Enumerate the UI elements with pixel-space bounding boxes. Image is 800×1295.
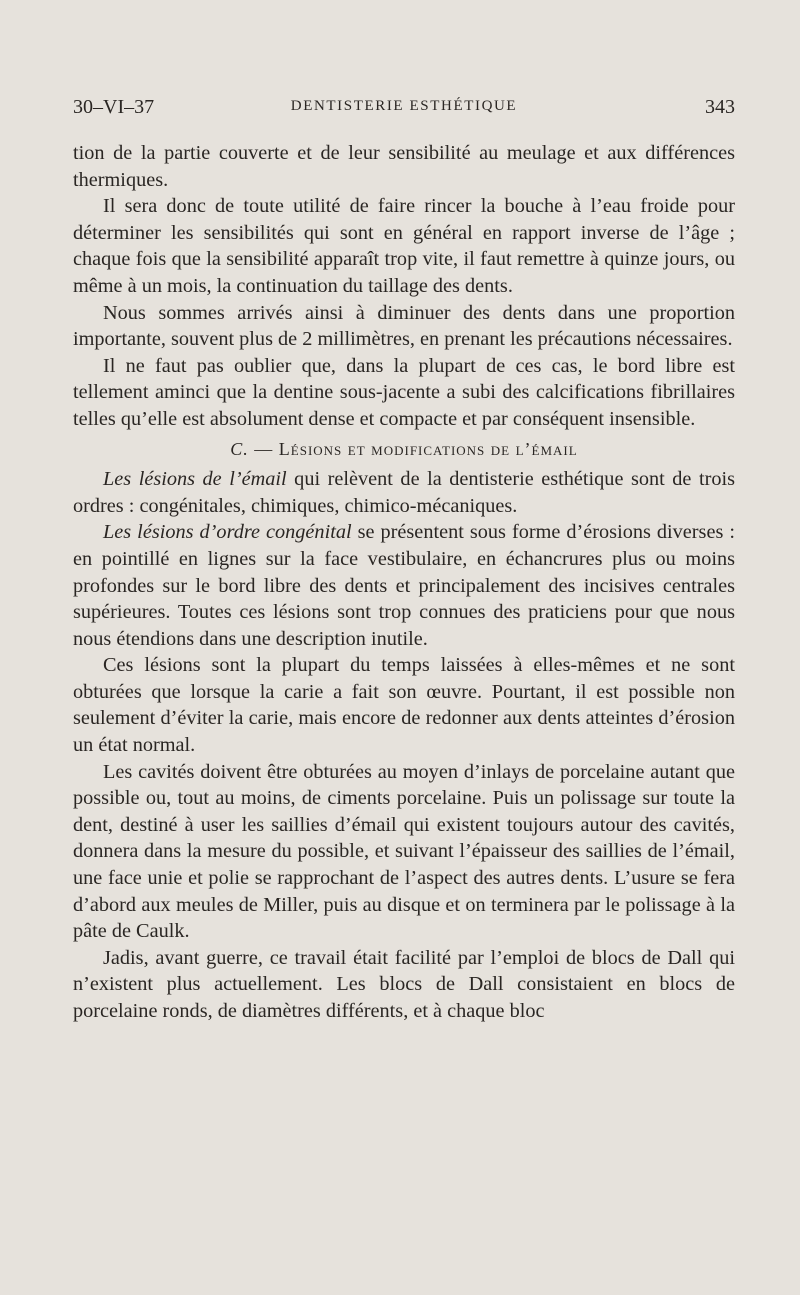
paragraph bbox=[73, 466, 735, 519]
italic-lead: Les lésions d’ordre congénital bbox=[103, 521, 352, 544]
section-heading bbox=[73, 436, 735, 463]
section-letter: C. bbox=[230, 438, 249, 459]
paragraph: Il sera donc de toute utilité de faire rincer la bouche à l’eau froide pour déterminer les sensibilités qui sont en général en rapport inverse de l’âge ; chaque fois que la sensibilité apparaît trop vite, il faut remettre à quinze jours, ou même à un mois, la continuation du taillage des dents. bbox=[73, 195, 735, 297]
paragraph: Ces lésions sont la plupart du temps laissées à elles-mêmes et ne sont obturées que lorsque la carie a fait son œuvre. Pourtant, il est possible non seulement d’éviter la carie, mais encore de redonner aux dents atteintes d’érosion un état normal. bbox=[73, 654, 735, 757]
section-title: Lésions et modifications de l’émail bbox=[278, 438, 578, 459]
header-date: 30–VI–37 bbox=[73, 96, 155, 118]
section-dash: — bbox=[254, 438, 274, 459]
paragraph-text: se présentent sous forme d’érosions diverses : en pointillé en lignes sur la face vestibulaire, en échancrures plus ou moins profondes sur le bord libre des dents et principalement des incisives centrales supérieures. Toutes ces lésions sont trop connues des praticiens pour que nous nous étendions dans une description inutile. bbox=[73, 521, 735, 650]
paragraph-continuation: tion de la partie couverte et de leur sensibilité au meulage et aux différences thermiques. bbox=[73, 142, 735, 191]
paragraph bbox=[73, 519, 735, 652]
paragraph: Les cavités doivent être obturées au moyen d’inlays de porcelaine autant que possible ou, tout au moins, de ciments porcelaine. Puis un polissage sur toute la dent, destiné à user les saillies d’émail qui existent toujours autour des cavités, donnera dans la mesure du possible, et suivant l’épaisseur des saillies de l’émail, une face unie et polie se rapprochant de l’aspect des autres dents. L’usure se fera d’abord aux meules de Miller, puis au disque et on terminera par le polissage à la pâte de Caulk. bbox=[73, 760, 735, 943]
paragraph: Il ne faut pas oublier que, dans la plupart de ces cas, le bord libre est tellement aminci que la dentine sous-jacente a subi des calcifications fibrillaires telles qu’elle est absolument dense et compacte et par conséquent insensible. bbox=[73, 354, 735, 430]
page-body bbox=[73, 140, 735, 1025]
running-header bbox=[73, 96, 735, 128]
italic-lead: Les lésions de l’émail bbox=[103, 468, 287, 491]
paragraph: Nous sommes arrivés ainsi à diminuer des dents dans une proportion importante, souvent plus de 2 millimètres, en prenant les précautions nécessaires. bbox=[73, 301, 735, 351]
paragraph: Jadis, avant guerre, ce travail était facilité par l’emploi de blocs de Dall qui n’existent plus actuellement. Les blocs de Dall consistaient en blocs de porcelaine ronds, de diamètres différents, et à chaque bloc bbox=[73, 946, 735, 1022]
paragraph-text: qui relèvent de la dentisterie esthétique sont de trois ordres : congénitales, chimiques, chimico-mécaniques. bbox=[73, 468, 736, 517]
page-number: 343 bbox=[705, 96, 735, 118]
header-title: DENTISTERIE ESTHÉTIQUE bbox=[290, 98, 518, 114]
